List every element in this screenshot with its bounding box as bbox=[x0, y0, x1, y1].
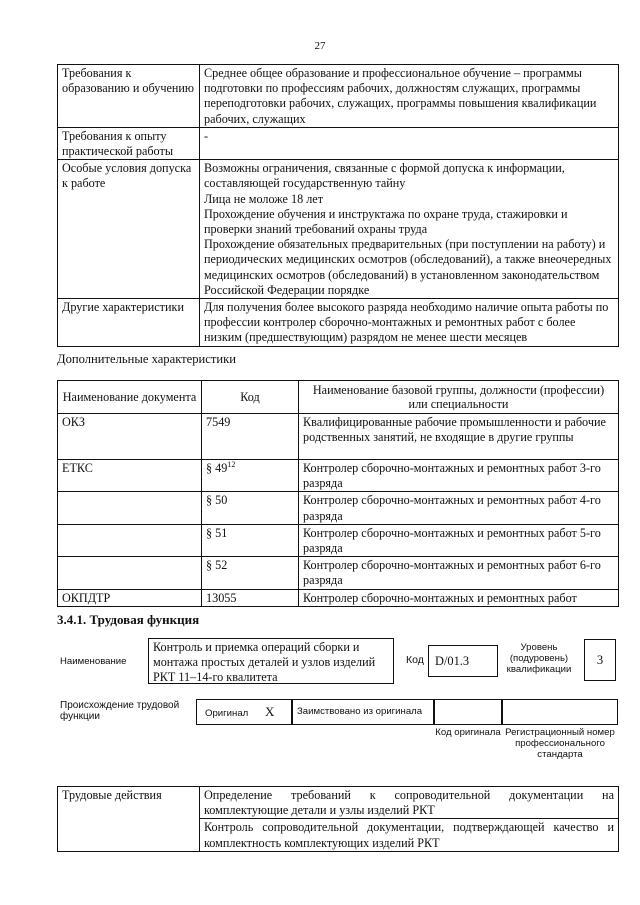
cell-doc bbox=[58, 492, 202, 524]
header-name: Наименование базовой группы, должности (профессии) или специальности bbox=[299, 381, 619, 414]
cell-name: Контролер сборочно-монтажных и ремонтных работ 6-го разряда bbox=[299, 557, 619, 589]
table-row bbox=[58, 414, 619, 460]
cell-name: Контролер сборочно-монтажных и ремонтных работ 4-го разряда bbox=[299, 492, 619, 524]
reg-number-label: Регистрационный номер профессионального стандарта bbox=[505, 727, 615, 760]
requirement-label: Требования к образованию и обучению bbox=[58, 65, 200, 128]
cell-doc: ОКПДТР bbox=[58, 589, 202, 606]
table-row bbox=[58, 492, 619, 524]
original-mark: X bbox=[265, 704, 275, 719]
cell-name: Контролер сборочно-монтажных и ремонтных работ bbox=[299, 589, 619, 606]
additional-table bbox=[57, 380, 619, 607]
function-code-box: D/01.3 bbox=[428, 645, 498, 677]
cell-doc bbox=[58, 557, 202, 589]
section-title: Дополнительные характеристики bbox=[57, 352, 236, 366]
requirement-value: - bbox=[200, 127, 619, 159]
function-title: 3.4.1. Трудовая функция bbox=[57, 612, 200, 627]
table-row bbox=[58, 127, 619, 159]
origin-label: Происхождение трудовой функции bbox=[60, 700, 180, 722]
actions-table bbox=[57, 786, 619, 852]
original-label: Оригинал bbox=[205, 708, 249, 719]
original-box bbox=[196, 699, 292, 725]
borrowed-box bbox=[292, 699, 434, 725]
code-label: Код bbox=[406, 654, 424, 666]
table-row bbox=[58, 160, 619, 299]
cell-code: § 50 bbox=[202, 492, 299, 524]
cell-code: § 51 bbox=[202, 524, 299, 556]
requirement-label: Особые условия допуска к работе bbox=[58, 160, 200, 299]
requirement-value: Для получения более высокого разряда необходимо наличие опыта работы по профессии контролер сборочно-монтажных и ремонтных работ с более низким (предшествующим) разрядом не менее шести месяцев bbox=[200, 299, 619, 347]
name-label: Наименование bbox=[60, 656, 127, 667]
table-row bbox=[58, 557, 619, 589]
level-box: 3 bbox=[584, 639, 616, 681]
table-row bbox=[58, 299, 619, 347]
action-item: Контроль сопроводительной документации, подтверждающей качество и комплектность комплектующих изделий РКТ bbox=[200, 819, 619, 851]
cell-doc: ОКЗ bbox=[58, 414, 202, 460]
requirement-value: Возможны ограничения, связанные с формой допуска к информации, составляющей государственную тайну Лица не моложе 18 лет Прохождение обучения и инструктажа по охране труда, стажировки и проверки знаний требований охраны труда Прохождение обязательных предварительных (при поступлении на работу) и периодических медицинских осмотров (обследований), а также внеочередных медицинских осмотров (обследований) в установленном законодательством Российской Федерации порядке bbox=[200, 160, 619, 299]
cell-doc: ЕТКС bbox=[58, 460, 202, 492]
function-name-box: Контроль и приемка операций сборки и монтажа простых деталей и узлов изделий РКТ 11–14-го квалитета bbox=[148, 638, 394, 684]
requirement-value: Среднее общее образование и профессиональное обучение – программы подготовки по профессиям рабочих, должностям служащих, программы переподготовки рабочих, служащих, программы повышения квалификации рабочих, служащих bbox=[200, 65, 619, 128]
table-row bbox=[58, 524, 619, 556]
page-number: 27 bbox=[314, 40, 326, 52]
code-original-box bbox=[434, 699, 502, 725]
table-row bbox=[58, 787, 619, 819]
action-item: Определение требований к сопроводительной документации на комплектующие детали и узлы изделий РКТ bbox=[200, 787, 619, 819]
cell-code: 7549 bbox=[202, 414, 299, 460]
cell-name: Контролер сборочно-монтажных и ремонтных работ 5-го разряда bbox=[299, 524, 619, 556]
borrowed-label: Заимствовано из оригинала bbox=[297, 706, 423, 717]
cell-doc bbox=[58, 524, 202, 556]
reg-number-box bbox=[502, 699, 618, 725]
table-header-row bbox=[58, 381, 619, 414]
table-row bbox=[58, 65, 619, 128]
level-label: Уровень (подуровень) квалификации bbox=[506, 642, 572, 675]
table-row bbox=[58, 589, 619, 606]
requirements-table bbox=[57, 64, 619, 347]
header-doc: Наименование документа bbox=[58, 381, 202, 414]
code-original-label: Код оригинала bbox=[435, 727, 501, 738]
cell-code: § 52 bbox=[202, 557, 299, 589]
table-row bbox=[58, 460, 619, 492]
cell-code: 13055 bbox=[202, 589, 299, 606]
cell-name: Квалифицированные рабочие промышленности и рабочие родственных занятий, не входящие в другие группы bbox=[299, 414, 619, 460]
requirement-label: Требования к опыту практической работы bbox=[58, 127, 200, 159]
cell-name: Контролер сборочно-монтажных и ремонтных работ 3-го разряда bbox=[299, 460, 619, 492]
header-code: Код bbox=[202, 381, 299, 414]
actions-label: Трудовые действия bbox=[58, 787, 200, 852]
requirement-label: Другие характеристики bbox=[58, 299, 200, 347]
cell-code: § $49^{12}$ bbox=[202, 460, 299, 492]
